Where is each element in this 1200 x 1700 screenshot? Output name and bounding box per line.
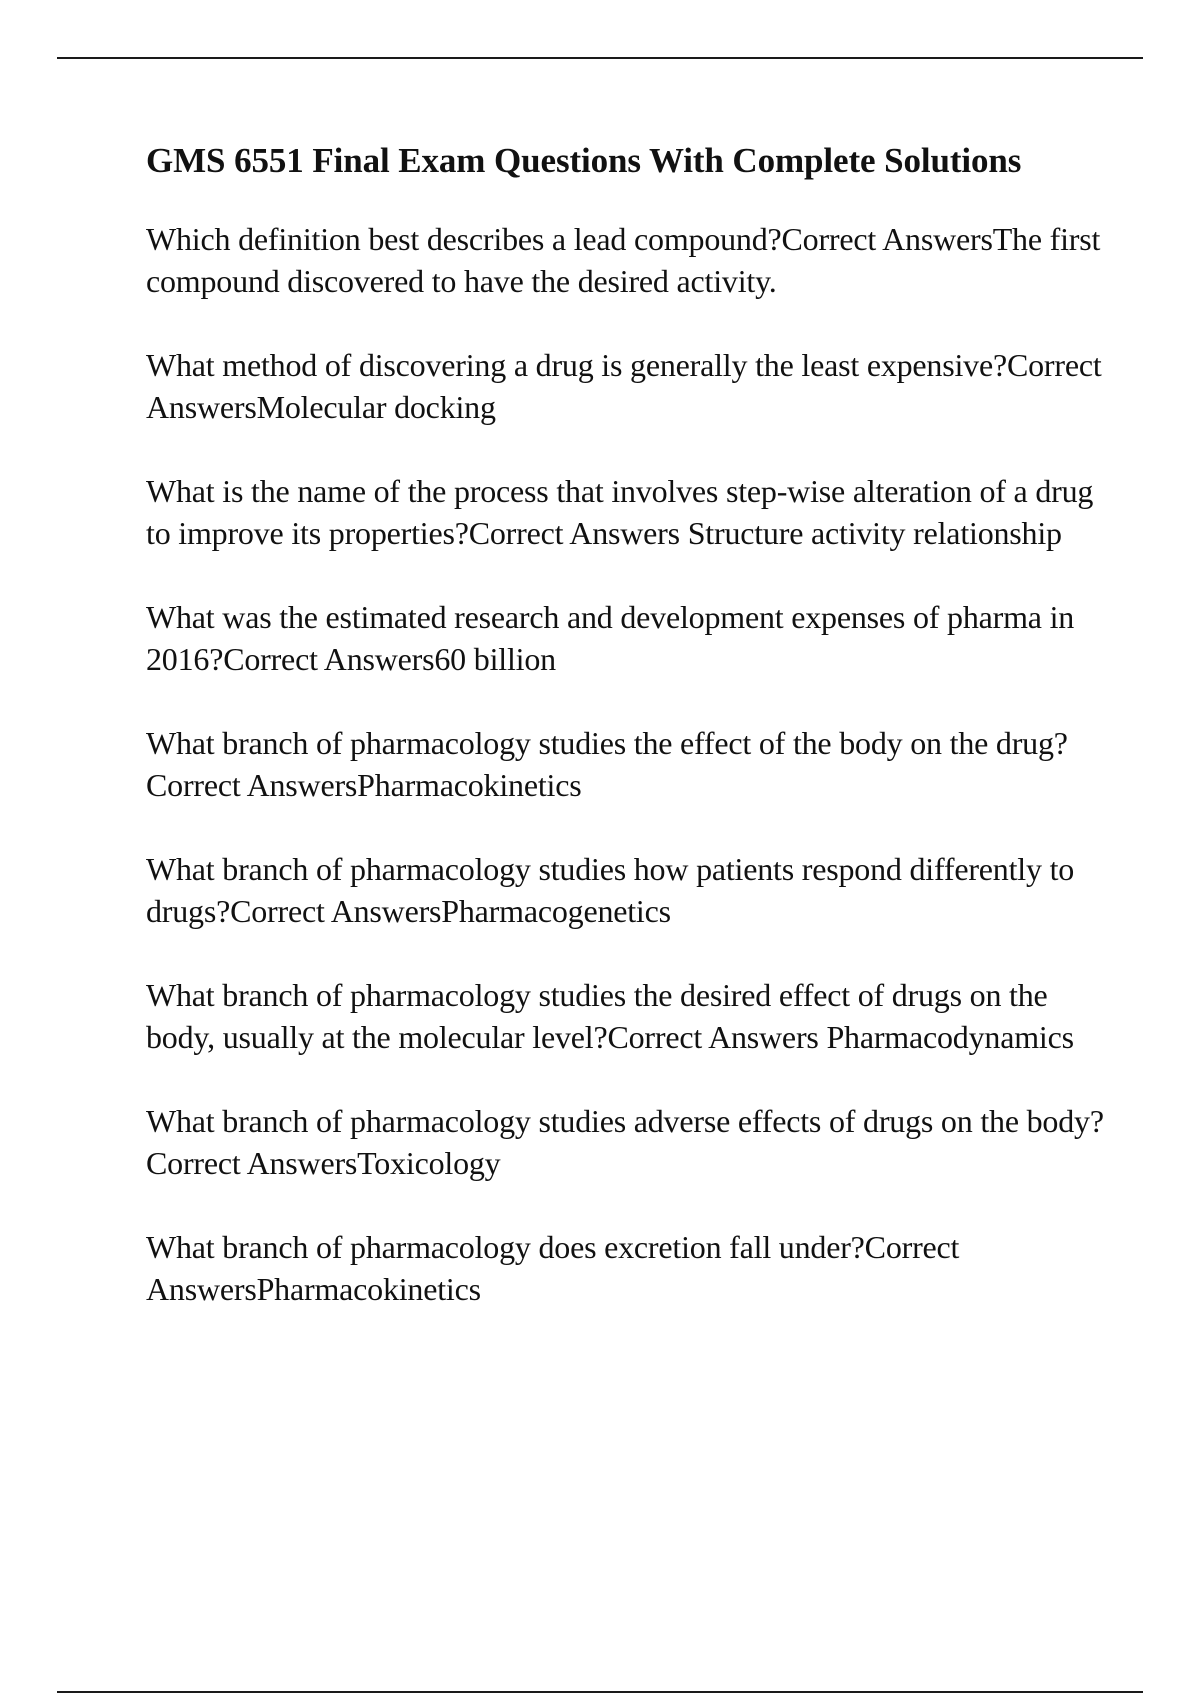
bottom-divider xyxy=(57,1691,1143,1693)
document-title: GMS 6551 Final Exam Questions With Complete Solutions xyxy=(146,141,1022,180)
question-item: What branch of pharmacology does excretion fall under?Correct AnswersPharmacokinetics xyxy=(146,1229,960,1307)
document-body xyxy=(146,140,1106,1352)
question-item: What method of discovering a drug is generally the least expensive?Correct AnswersMolecular docking xyxy=(146,347,1102,425)
question-item: What branch of pharmacology studies how patients respond differently to drugs?Correct AnswersPharmacogenetics xyxy=(146,851,1075,929)
top-divider xyxy=(57,57,1143,59)
question-item: What branch of pharmacology studies the desired effect of drugs on the body, usually at the molecular level?Correct Answers Pharmacodynamics xyxy=(146,977,1074,1055)
question-item: What branch of pharmacology studies adverse effects of drugs on the body?Correct AnswersToxicology xyxy=(146,1103,1104,1181)
question-item: What branch of pharmacology studies the effect of the body on the drug?Correct AnswersPharmacokinetics xyxy=(146,725,1068,803)
question-item: What was the estimated research and development expenses of pharma in 2016?Correct Answers60 billion xyxy=(146,599,1075,677)
question-item: Which definition best describes a lead compound?Correct AnswersThe first compound discovered to have the desired activity. xyxy=(146,221,1101,299)
question-list xyxy=(146,218,1106,1310)
question-item: What is the name of the process that involves step-wise alteration of a drug to improve its properties?Correct Answers Structure activity relationship xyxy=(146,473,1094,551)
